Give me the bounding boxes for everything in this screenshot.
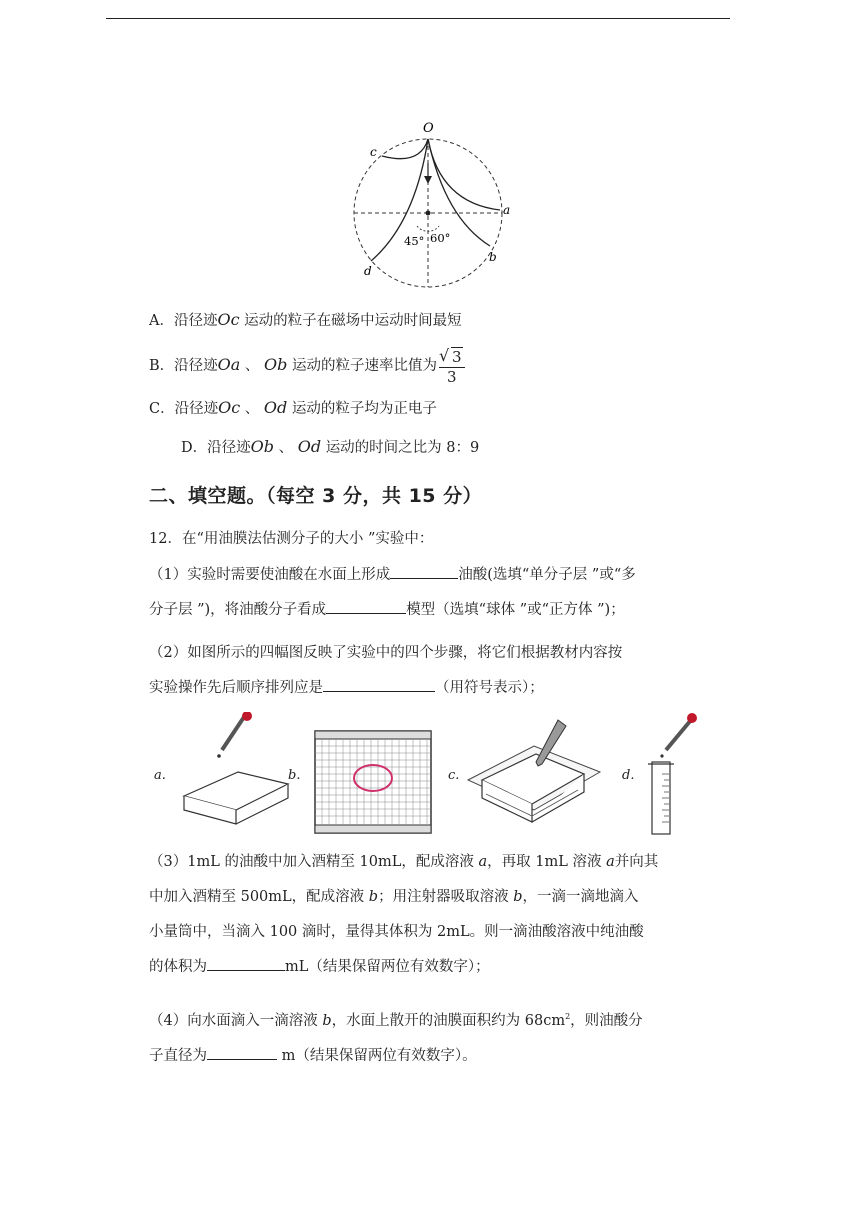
answer-blank-3[interactable] <box>323 677 435 692</box>
header-rule <box>106 18 730 19</box>
fig-c-glass-plate-tray <box>466 718 602 834</box>
fig-a-dropper-tray <box>178 712 293 832</box>
section-heading: 二、填空题。（每空 3 分，共 15 分） <box>149 485 483 507</box>
experiment-steps-figure <box>148 712 708 840</box>
q12-stem: 12．在“用油膜法估测分子的大小 ”实验中： <box>149 531 434 547</box>
answer-blank-1[interactable] <box>390 564 458 579</box>
label-a: a <box>503 203 511 217</box>
particle-trajectory-diagram <box>345 118 525 296</box>
fig-b-grid-film <box>314 730 432 834</box>
answer-blank-5[interactable] <box>207 1045 277 1060</box>
answer-blank-2[interactable] <box>326 599 406 614</box>
q12-part1: （1）实验时需要使油酸在水面上形成 油酸(选填“单分子层 ”或“多 分子层 ”)，将油酸分子看成 模型（选填“球体 ”或“正方体 ”)； <box>149 558 709 628</box>
label-b: b <box>489 250 497 264</box>
fig-d-dropper-cylinder <box>648 712 698 836</box>
option-a: A．沿径迹Oc 运动的粒子在磁场中运动时间最短 <box>149 310 462 329</box>
label-d: d <box>364 264 372 278</box>
q12-part4: （4）向水面滴入一滴溶液 b，水面上散开的油膜面积约为 $68cm^2$，则油酸分 子直径为 m（结果保留两位有效数字）。 <box>149 1012 643 1064</box>
label-o: O <box>423 121 434 136</box>
fig-label-d: d. <box>622 768 635 783</box>
option-d: D．沿径迹Ob 、 Od 运动的时间之比为 8：9 <box>181 437 480 456</box>
option-b: B．沿径迹Oa 、 Ob 运动的粒子速率比值为 √ $\frac{3}{3}$ <box>149 346 465 386</box>
answer-blank-4[interactable] <box>207 956 285 971</box>
label-c: c <box>370 145 377 159</box>
fig-label-b: b. <box>288 768 301 783</box>
angle-60-label: 60° <box>430 231 451 245</box>
option-c: C．沿径迹Oc 、 Od 运动的粒子均为正电子 <box>149 398 437 417</box>
fig-label-c: c. <box>448 768 460 783</box>
angle-45-label: 45° <box>404 234 425 248</box>
q12-part2: （2）如图所示的四幅图反映了实验中的四个步骤，将它们根据教材内容按 实验操作先后顺序排列应是 （用符号表示）； <box>149 645 623 696</box>
ratio-fraction: √ $\frac{3}{3}$ <box>439 347 465 386</box>
fig-label-a: a. <box>154 768 166 783</box>
q12-part3: （3）1mL 的油酸中加入酒精至 10mL，配成溶液 a，再取 1mL 溶液 a并向其 中加入酒精至 500mL，配成溶液 b；用注射器吸取溶液 b，一滴一滴地滴入 小量筒中，当滴入 100 滴时，量得其体积为 2mL。则一滴油酸溶液中纯油酸 的体积为 mL（结果保留两位有效数字）； <box>149 854 659 975</box>
